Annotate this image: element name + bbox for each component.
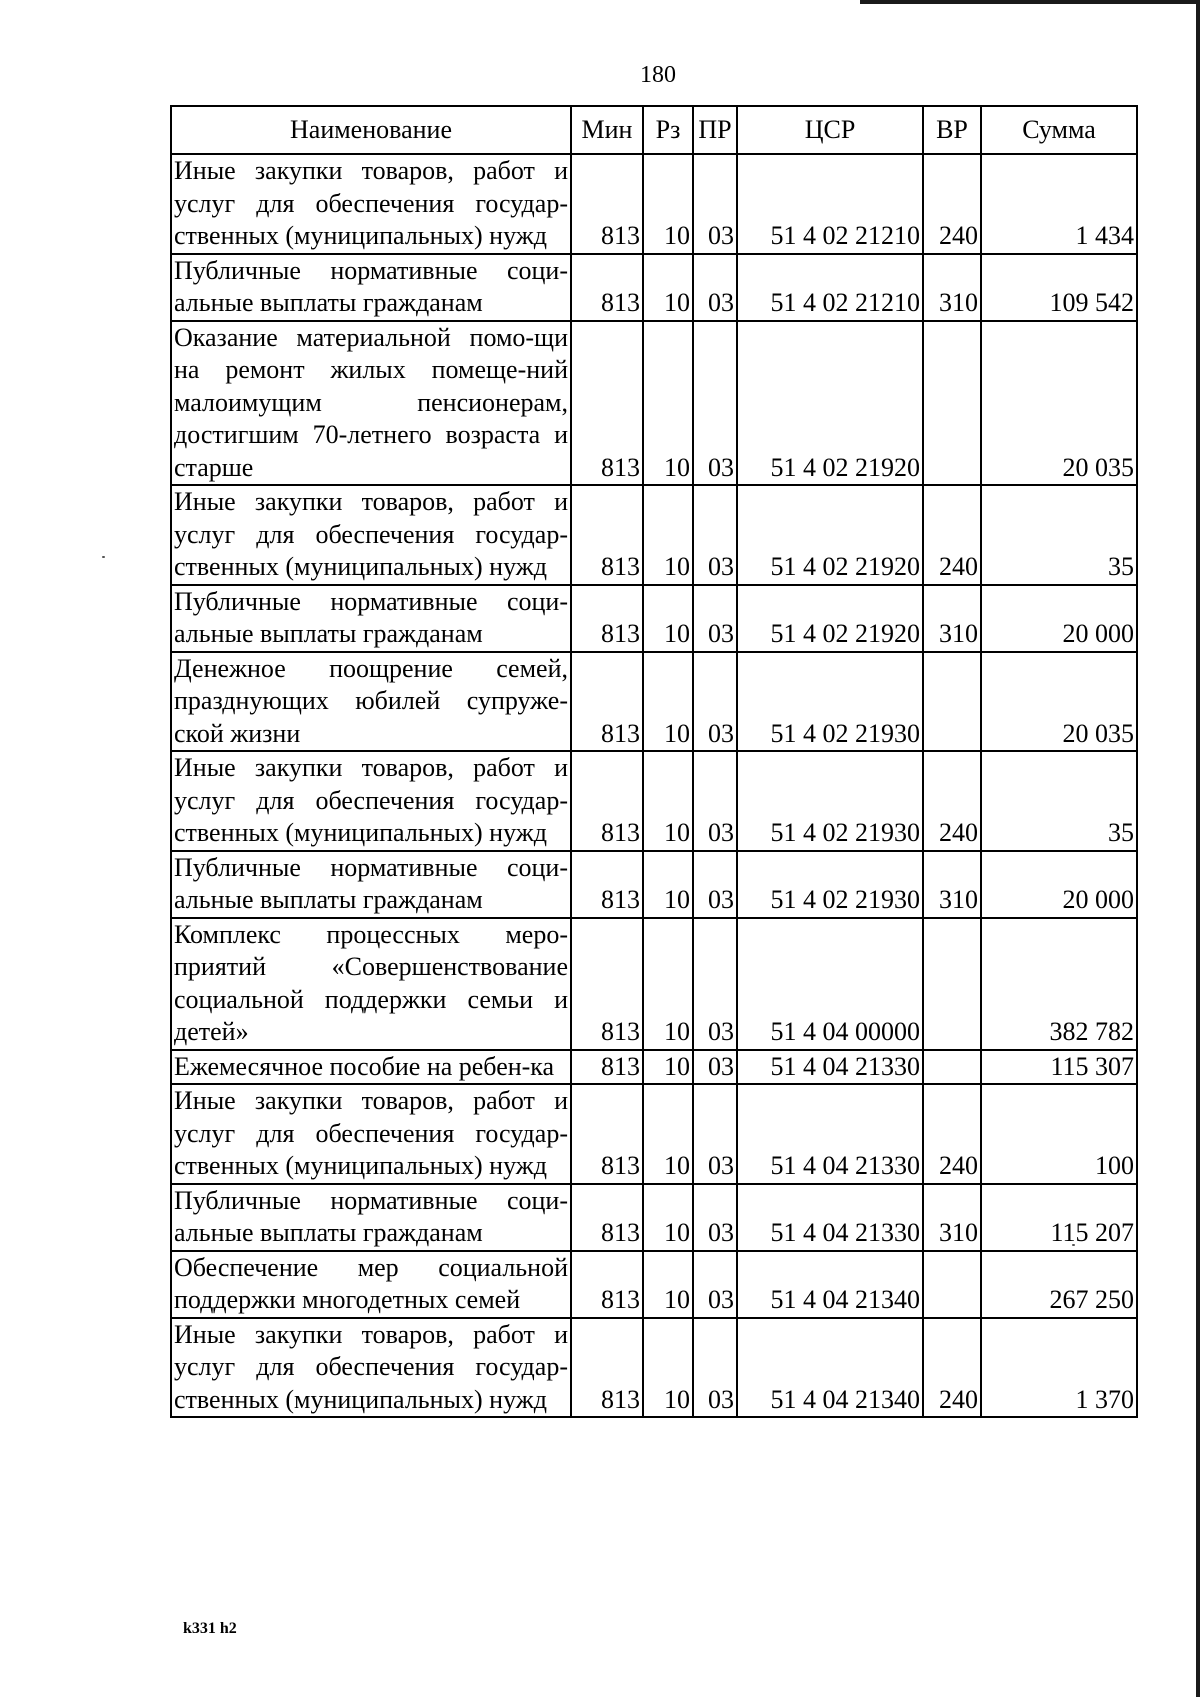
cell-rz: 10 xyxy=(643,154,693,254)
cell-min: 813 xyxy=(571,1050,643,1085)
cell-sum: 20 000 xyxy=(981,585,1137,652)
table-row xyxy=(171,918,1137,1050)
header-csr: ЦСР xyxy=(737,106,923,154)
cell-vr xyxy=(923,918,981,1050)
cell-sum: 109 542 xyxy=(981,254,1137,321)
cell-min: 813 xyxy=(571,254,643,321)
cell-csr: 51 4 02 21920 xyxy=(737,485,923,585)
cell-sum: 1 370 xyxy=(981,1318,1137,1418)
cell-min: 813 xyxy=(571,585,643,652)
cell-pr: 03 xyxy=(693,1084,737,1184)
table-row xyxy=(171,751,1137,851)
cell-pr: 03 xyxy=(693,652,737,752)
cell-name: Иные закупки товаров, работ и услуг для обеспечения государ-ственных (муниципальных) нужд xyxy=(171,751,571,851)
budget-table xyxy=(170,105,1138,1418)
header-pr: ПР xyxy=(693,106,737,154)
table-row xyxy=(171,1318,1137,1418)
cell-csr: 51 4 02 21210 xyxy=(737,154,923,254)
cell-csr: 51 4 04 21330 xyxy=(737,1184,923,1251)
cell-rz: 10 xyxy=(643,1184,693,1251)
table-row xyxy=(171,1184,1137,1251)
cell-min: 813 xyxy=(571,918,643,1050)
cell-rz: 10 xyxy=(643,1050,693,1085)
table-row xyxy=(171,851,1137,918)
header-rz: Рз xyxy=(643,106,693,154)
cell-pr: 03 xyxy=(693,1251,737,1318)
cell-vr xyxy=(923,1251,981,1318)
cell-sum: 115 207 xyxy=(981,1184,1137,1251)
cell-name: Денежное поощрение семей, празднующих юбилей супруже-ской жизни xyxy=(171,652,571,752)
cell-sum: 100 xyxy=(981,1084,1137,1184)
cell-name: Иные закупки товаров, работ и услуг для обеспечения государ-ственных (муниципальных) нужд xyxy=(171,1084,571,1184)
cell-name: Иные закупки товаров, работ и услуг для обеспечения государ-ственных (муниципальных) нужд xyxy=(171,154,571,254)
cell-csr: 51 4 02 21930 xyxy=(737,652,923,752)
cell-rz: 10 xyxy=(643,321,693,486)
cell-csr: 51 4 02 21920 xyxy=(737,585,923,652)
header-sum: Сумма xyxy=(981,106,1137,154)
cell-min: 813 xyxy=(571,851,643,918)
cell-rz: 10 xyxy=(643,485,693,585)
cell-vr xyxy=(923,652,981,752)
cell-min: 813 xyxy=(571,485,643,585)
table-row xyxy=(171,154,1137,254)
header-min: Мин xyxy=(571,106,643,154)
table-row xyxy=(171,485,1137,585)
cell-min: 813 xyxy=(571,1251,643,1318)
page-number: 180 xyxy=(640,62,676,88)
cell-pr: 03 xyxy=(693,918,737,1050)
cell-name: Публичные нормативные соци-альные выплаты гражданам xyxy=(171,1184,571,1251)
cell-sum: 35 xyxy=(981,485,1137,585)
cell-csr: 51 4 04 21330 xyxy=(737,1084,923,1184)
table-header-row xyxy=(171,106,1137,154)
scan-edge-right xyxy=(1196,0,1200,1697)
cell-vr: 310 xyxy=(923,1184,981,1251)
cell-vr: 240 xyxy=(923,485,981,585)
cell-min: 813 xyxy=(571,1318,643,1418)
cell-name: Публичные нормативные соци-альные выплаты гражданам xyxy=(171,851,571,918)
cell-name: Комплекс процессных меро-приятий «Совершенствование социальной поддержки семьи и детей» xyxy=(171,918,571,1050)
cell-pr: 03 xyxy=(693,1050,737,1085)
cell-rz: 10 xyxy=(643,585,693,652)
cell-pr: 03 xyxy=(693,751,737,851)
cell-pr: 03 xyxy=(693,321,737,486)
cell-rz: 10 xyxy=(643,254,693,321)
table-row xyxy=(171,254,1137,321)
cell-vr: 310 xyxy=(923,254,981,321)
cell-csr: 51 4 04 21340 xyxy=(737,1318,923,1418)
cell-vr xyxy=(923,321,981,486)
cell-vr xyxy=(923,1050,981,1085)
cell-csr: 51 4 02 21920 xyxy=(737,321,923,486)
cell-rz: 10 xyxy=(643,918,693,1050)
cell-sum: 267 250 xyxy=(981,1251,1137,1318)
cell-sum: 35 xyxy=(981,751,1137,851)
header-vr: ВР xyxy=(923,106,981,154)
table-row xyxy=(171,1251,1137,1318)
cell-rz: 10 xyxy=(643,1084,693,1184)
table-body xyxy=(171,154,1137,1417)
cell-sum: 1 434 xyxy=(981,154,1137,254)
cell-sum: 20 035 xyxy=(981,321,1137,486)
cell-min: 813 xyxy=(571,751,643,851)
table-row xyxy=(171,652,1137,752)
cell-vr: 310 xyxy=(923,851,981,918)
scan-edge-top xyxy=(860,0,1200,4)
cell-vr: 240 xyxy=(923,751,981,851)
table-row xyxy=(171,1084,1137,1184)
scan-speck xyxy=(102,556,105,558)
cell-csr: 51 4 04 21340 xyxy=(737,1251,923,1318)
cell-name: Ежемесячное пособие на ребен-ка xyxy=(171,1050,571,1085)
cell-sum: 20 000 xyxy=(981,851,1137,918)
cell-pr: 03 xyxy=(693,1318,737,1418)
cell-csr: 51 4 02 21930 xyxy=(737,851,923,918)
cell-name: Иные закупки товаров, работ и услуг для обеспечения государ-ственных (муниципальных) нужд xyxy=(171,485,571,585)
cell-name: Оказание материальной помо-щи на ремонт жилых помеще-ний малоимущим пенсионерам, достигшим 70-летнего возраста и старше xyxy=(171,321,571,486)
cell-min: 813 xyxy=(571,1084,643,1184)
cell-csr: 51 4 02 21930 xyxy=(737,751,923,851)
table-row xyxy=(171,1050,1137,1085)
cell-sum: 20 035 xyxy=(981,652,1137,752)
cell-vr: 240 xyxy=(923,1084,981,1184)
cell-name: Публичные нормативные соци-альные выплаты гражданам xyxy=(171,254,571,321)
table-row xyxy=(171,585,1137,652)
cell-name: Публичные нормативные соци-альные выплаты гражданам xyxy=(171,585,571,652)
cell-csr: 51 4 02 21210 xyxy=(737,254,923,321)
cell-pr: 03 xyxy=(693,585,737,652)
cell-rz: 10 xyxy=(643,751,693,851)
cell-min: 813 xyxy=(571,652,643,752)
header-name: Наименование xyxy=(171,106,571,154)
cell-sum: 382 782 xyxy=(981,918,1137,1050)
cell-min: 813 xyxy=(571,1184,643,1251)
cell-vr: 240 xyxy=(923,154,981,254)
cell-name: Обеспечение мер социальной поддержки многодетных семей xyxy=(171,1251,571,1318)
cell-rz: 10 xyxy=(643,1318,693,1418)
cell-rz: 10 xyxy=(643,652,693,752)
cell-name: Иные закупки товаров, работ и услуг для обеспечения государ-ственных (муниципальных) нужд xyxy=(171,1318,571,1418)
cell-csr: 51 4 04 00000 xyxy=(737,918,923,1050)
cell-vr: 240 xyxy=(923,1318,981,1418)
cell-pr: 03 xyxy=(693,254,737,321)
cell-vr: 310 xyxy=(923,585,981,652)
footer-code: k331 h2 xyxy=(183,1620,237,1637)
cell-min: 813 xyxy=(571,321,643,486)
cell-pr: 03 xyxy=(693,1184,737,1251)
cell-rz: 10 xyxy=(643,1251,693,1318)
cell-min: 813 xyxy=(571,154,643,254)
table-row xyxy=(171,321,1137,486)
cell-sum: 115 307 xyxy=(981,1050,1137,1085)
cell-pr: 03 xyxy=(693,485,737,585)
cell-csr: 51 4 04 21330 xyxy=(737,1050,923,1085)
cell-pr: 03 xyxy=(693,851,737,918)
cell-pr: 03 xyxy=(693,154,737,254)
cell-rz: 10 xyxy=(643,851,693,918)
